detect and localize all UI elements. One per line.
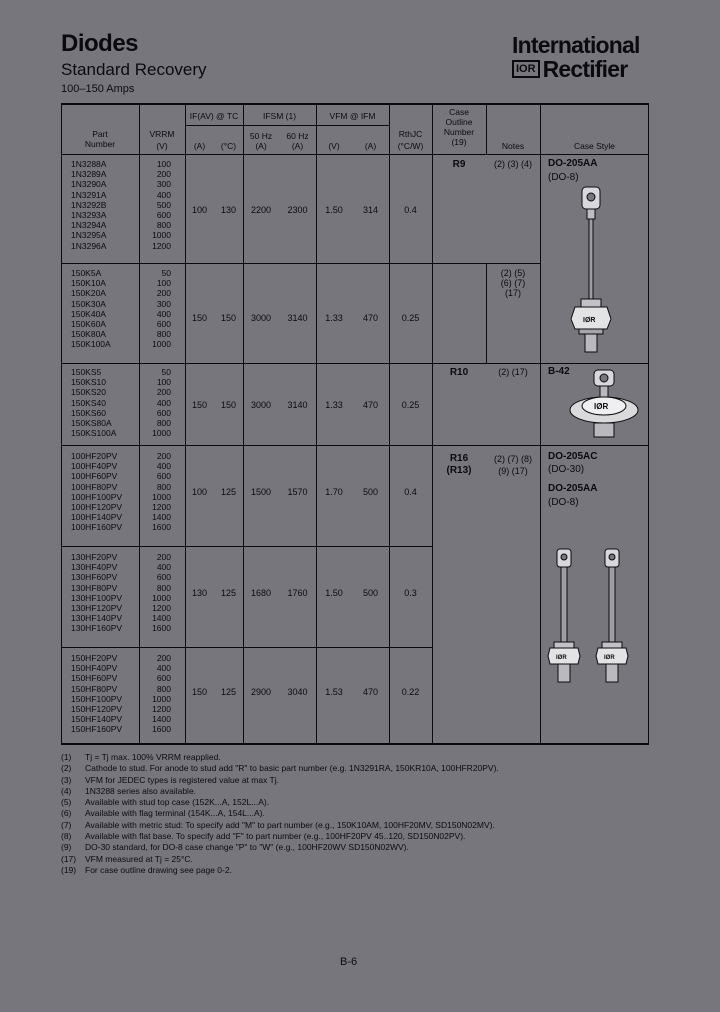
part-number: 100HF100PV — [71, 491, 123, 502]
vrrm-value: 800 — [156, 683, 171, 694]
footnote — [61, 820, 661, 831]
notes: (2) (7) (8) (9) (17) — [494, 454, 532, 476]
col-case-outline: Case Outline Number (19) — [443, 107, 475, 147]
vrrm-value: 1000 — [152, 339, 171, 350]
group-3-parts — [71, 451, 122, 533]
rthjc: 0.3 — [404, 588, 417, 598]
footnote-text: Available with flag terminal (154K...A, 154L...A). — [85, 808, 265, 819]
vrrm-value: 1600 — [152, 623, 171, 634]
vrrm-value: 400 — [156, 397, 171, 408]
tc: 125 — [220, 687, 237, 697]
footnote-text: 1N3288 series also available. — [85, 785, 197, 796]
rthjc: 0.4 — [404, 487, 417, 497]
ifm: 470 — [362, 687, 379, 697]
part-number: 100HF140PV — [71, 512, 123, 523]
footnote — [61, 786, 661, 797]
part-number: 1N3289A — [71, 169, 107, 180]
ifav: 130 — [191, 588, 208, 598]
svg-text:IØR: IØR — [604, 655, 615, 661]
footnote-key: (3) — [61, 774, 72, 785]
group-1-vrrm — [141, 268, 171, 350]
ifsm-60hz: 1570 — [287, 487, 308, 497]
vfm: 1.33 — [325, 400, 343, 410]
ifsm-60hz: 1760 — [287, 588, 308, 598]
svg-text:IØR: IØR — [556, 655, 567, 661]
footnote — [61, 808, 661, 819]
part-number: 150KS20 — [71, 387, 106, 398]
vrrm-value: 1400 — [152, 512, 171, 523]
vrrm-value: 50 — [161, 367, 171, 377]
brand-row — [512, 56, 627, 82]
footnote-key: (4) — [61, 785, 72, 796]
footnote-text: For case outline drawing see page 0-2. — [85, 864, 232, 875]
col-vrrm-unit: (V) — [156, 141, 168, 151]
vrrm-value: 1000 — [152, 230, 171, 241]
vrrm-value: 200 — [156, 653, 171, 663]
diode-table — [61, 103, 649, 745]
ifsm-60hz: 3040 — [287, 687, 308, 697]
ifav: 100 — [191, 487, 208, 497]
col-ifsm: IFSM (1) — [262, 111, 297, 121]
notes: (2) (5) (6) (7) (17) — [500, 268, 526, 298]
case-style: DO-205AC — [548, 451, 598, 462]
case-style-alt-sub: (DO-8) — [548, 497, 579, 508]
part-number: 1N3296A — [71, 240, 107, 251]
notes: (2) (3) (4) — [494, 159, 532, 169]
vrrm-value: 1000 — [152, 428, 171, 439]
group-4-parts — [71, 552, 122, 634]
tc: 125 — [220, 487, 237, 497]
vrrm-value: 800 — [156, 481, 171, 492]
ifsm-50hz: 2200 — [250, 205, 272, 215]
footnotes — [61, 752, 661, 876]
amp-range: 100–150 Amps — [61, 83, 135, 95]
part-number: 130HF120PV — [71, 603, 123, 614]
notes: (2) (17) — [498, 367, 528, 377]
footnote-key: (1) — [61, 752, 72, 762]
footnote-text: Tj = Tj max. 100% VRRM reapplied. — [85, 752, 221, 762]
group-5-parts — [71, 653, 122, 735]
ifav: 150 — [191, 400, 208, 410]
part-number: 1N3293A — [71, 210, 107, 221]
footnote-text: Cathode to stud. For anode to stud add "R" to basic part number (e.g. 1N3291RA, 150KR10A, 100HFR20PV). — [85, 763, 499, 774]
part-number: 100HF20PV — [71, 451, 118, 461]
part-number: 130HF80PV — [71, 582, 118, 593]
part-number: 100HF40PV — [71, 461, 118, 472]
rthjc: 0.25 — [401, 400, 420, 410]
ifsm-60hz: 3140 — [287, 400, 308, 410]
part-number: 150KS5 — [71, 367, 102, 377]
svg-text:IØR: IØR — [583, 317, 596, 324]
part-number: 130HF160PV — [71, 623, 123, 634]
col-ifsm60-unit: (A) — [291, 141, 304, 151]
page-number: B-6 — [340, 956, 358, 968]
ifav: 150 — [191, 313, 208, 323]
part-number: 1N3292B — [71, 199, 107, 210]
vrrm-value: 1000 — [152, 693, 171, 704]
part-number: 150KS80A — [71, 418, 112, 429]
col-vfm-unit: (V) — [328, 141, 340, 151]
ifm: 500 — [362, 487, 379, 497]
col-case-style: Case Style — [573, 141, 616, 151]
part-number: 150KS40 — [71, 397, 106, 408]
vrrm-value: 800 — [156, 220, 171, 231]
case-outline: R16 (R13) — [446, 453, 472, 476]
part-number: 130HF40PV — [71, 562, 118, 573]
part-number: 150HF20PV — [71, 653, 118, 663]
vrrm-value: 300 — [156, 298, 171, 309]
footnote — [61, 854, 661, 865]
vrrm-value: 1200 — [152, 502, 171, 513]
col-notes: Notes — [501, 141, 525, 151]
vrrm-value: 100 — [156, 159, 171, 169]
ifav: 100 — [191, 205, 208, 215]
part-number: 150K30A — [71, 298, 106, 309]
vrrm-value: 100 — [156, 278, 171, 289]
case-style-sub: (DO-30) — [548, 464, 585, 475]
col-tc-unit: (°C) — [220, 141, 237, 151]
part-number: 150K20A — [71, 288, 106, 299]
vrrm-value: 500 — [156, 199, 171, 210]
part-number: 150K60A — [71, 319, 106, 330]
col-vfm: VFM @ IFM — [329, 111, 376, 121]
part-number: 150KS10 — [71, 377, 106, 388]
part-number: 150HF100PV — [71, 693, 123, 704]
ifm: 470 — [362, 313, 379, 323]
col-50hz: 50 Hz — [249, 131, 273, 141]
b-42-diode-drawing — [566, 368, 644, 443]
part-number: 150HF120PV — [71, 704, 123, 715]
footnote-key: (19) — [61, 864, 77, 875]
footnote-key: (5) — [61, 797, 72, 808]
vfm: 1.53 — [325, 687, 343, 697]
col-ifm-unit: (A) — [364, 141, 377, 151]
part-number: 150K40A — [71, 308, 106, 319]
brand-logo: IOR — [512, 60, 540, 78]
vfm: 1.50 — [325, 205, 343, 215]
part-number: 150HF80PV — [71, 683, 118, 694]
col-vrrm: VRRM — [149, 129, 175, 139]
vrrm-value: 1600 — [152, 724, 171, 735]
group-3-vrrm — [141, 451, 171, 533]
part-number: 130HF20PV — [71, 552, 118, 562]
col-part-number: Part Number — [84, 129, 116, 149]
part-number: 1N3294A — [71, 220, 107, 231]
vrrm-value: 600 — [156, 407, 171, 418]
vfm: 1.70 — [325, 487, 343, 497]
group-2-vrrm — [141, 367, 171, 438]
group-0-vrrm — [141, 159, 171, 251]
tc: 125 — [220, 588, 237, 598]
group-2-parts — [71, 367, 116, 438]
ifsm-50hz: 3000 — [250, 313, 272, 323]
vfm: 1.50 — [325, 588, 343, 598]
brand-name-line2: Rectifier — [542, 55, 628, 82]
part-number: 1N3290A — [71, 179, 107, 190]
ifav: 150 — [191, 687, 208, 697]
rthjc: 0.22 — [401, 687, 420, 697]
vrrm-value: 400 — [156, 308, 171, 319]
vrrm-value: 600 — [156, 210, 171, 221]
vrrm-value: 1200 — [152, 240, 171, 251]
vrrm-value: 200 — [156, 288, 171, 299]
part-number: 100HF60PV — [71, 471, 118, 482]
case-style-sub: (DO-8) — [548, 172, 579, 183]
part-number: 130HF140PV — [71, 613, 123, 624]
footnote-key: (17) — [61, 853, 77, 864]
footnote-key: (6) — [61, 808, 72, 819]
part-number: 150K10A — [71, 278, 106, 289]
ifsm-50hz: 1500 — [250, 487, 272, 497]
svg-text:IØR: IØR — [594, 402, 609, 411]
vrrm-value: 600 — [156, 673, 171, 684]
footnote — [61, 763, 661, 774]
footnote-text: VFM for JEDEC types is registered value at max Tj. — [85, 774, 279, 785]
footnote — [61, 865, 661, 876]
do-205aa-diode-drawing — [561, 183, 621, 358]
part-number: 150HF40PV — [71, 663, 118, 674]
vrrm-value: 400 — [156, 189, 171, 200]
group-5-vrrm — [141, 653, 171, 735]
part-number: 1N3291A — [71, 189, 107, 200]
footnote-text: Available with flat base. To specify add "F" to part number (e.g., 100HF20PV 45..120, SD150N02PV). — [85, 831, 466, 842]
footnote — [61, 797, 661, 808]
rthjc: 0.25 — [401, 313, 420, 323]
vrrm-value: 800 — [156, 418, 171, 429]
part-number: 150HF160PV — [71, 724, 123, 735]
footnote-text: Available with stud top case (152K...A, 152L...A). — [85, 797, 270, 808]
part-number: 1N3295A — [71, 230, 107, 241]
footnote — [61, 831, 661, 842]
vrrm-value: 1400 — [152, 613, 171, 624]
vrrm-value: 800 — [156, 329, 171, 340]
vrrm-value: 1000 — [152, 491, 171, 502]
part-number: 150K80A — [71, 329, 106, 340]
ifsm-50hz: 1680 — [250, 588, 272, 598]
part-number: 150KS100A — [71, 428, 117, 439]
footnote-text: Available with metric stud: To specify add "M" to part number (e.g., 150K10AM, 100HF20MV, SD150N02MV). — [85, 819, 495, 830]
vrrm-value: 300 — [156, 179, 171, 190]
vrrm-value: 800 — [156, 582, 171, 593]
footnote — [61, 842, 661, 853]
footnote — [61, 775, 661, 786]
vrrm-value: 1000 — [152, 592, 171, 603]
vrrm-value: 1400 — [152, 714, 171, 725]
vrrm-value: 200 — [156, 451, 171, 461]
vrrm-value: 400 — [156, 663, 171, 674]
col-rthjc: RthJC — [398, 129, 423, 139]
part-number: 100HF80PV — [71, 481, 118, 492]
case-style-alt: DO-205AA — [548, 483, 598, 494]
ifsm-60hz: 3140 — [287, 313, 308, 323]
vrrm-value: 1200 — [152, 704, 171, 715]
case-style: DO-205AA — [548, 158, 598, 169]
group-4-vrrm — [141, 552, 171, 634]
page-title: Diodes — [61, 30, 139, 57]
group-0-parts — [71, 159, 106, 251]
ifm: 500 — [362, 588, 379, 598]
footnote-key: (8) — [61, 831, 72, 842]
footnote-text: DO-30 standard, for DO-8 case change "P" to "W" (e.g., 100HF20WV SD150N02WV). — [85, 842, 409, 853]
vrrm-value: 600 — [156, 471, 171, 482]
col-rthjc-unit: (°C/W) — [397, 141, 424, 151]
tc: 150 — [220, 400, 237, 410]
footnote — [61, 752, 661, 763]
vrrm-value: 100 — [156, 377, 171, 388]
col-ifav: IF(AV) @ TC — [189, 111, 239, 121]
part-number: 150HF60PV — [71, 673, 118, 684]
col-ifav-unit: (A) — [193, 141, 206, 151]
brand-name-line1: International — [512, 32, 640, 58]
footnote-text: VFM measured at Tj = 25°C. — [85, 853, 193, 864]
part-number: 100HF160PV — [71, 522, 123, 533]
ifsm-50hz: 3000 — [250, 400, 272, 410]
part-number: 130HF60PV — [71, 572, 118, 583]
vfm: 1.33 — [325, 313, 343, 323]
part-number: 130HF100PV — [71, 592, 123, 603]
case-outline: R9 — [452, 159, 466, 170]
footnote-key: (9) — [61, 842, 72, 853]
vrrm-value: 600 — [156, 319, 171, 330]
vrrm-value: 200 — [156, 552, 171, 562]
part-number: 1N3288A — [71, 159, 107, 169]
vrrm-value: 600 — [156, 572, 171, 583]
page-subtitle: Standard Recovery — [61, 60, 207, 79]
part-number: 100HF120PV — [71, 502, 123, 513]
tc: 150 — [220, 313, 237, 323]
case-style: B-42 — [548, 366, 570, 377]
ifsm-60hz: 2300 — [287, 205, 308, 215]
ifm: 470 — [362, 400, 379, 410]
do-205ac-diode-drawings — [546, 543, 646, 688]
vrrm-value: 1600 — [152, 522, 171, 533]
footnote-key: (2) — [61, 763, 72, 774]
case-outline: R10 — [449, 367, 469, 378]
vrrm-value: 200 — [156, 387, 171, 398]
ifsm-50hz: 2900 — [250, 687, 272, 697]
part-number: 150K5A — [71, 268, 102, 278]
vrrm-value: 400 — [156, 562, 171, 573]
col-ifsm50-unit: (A) — [255, 141, 267, 151]
tc: 130 — [220, 205, 237, 215]
vrrm-value: 1200 — [152, 603, 171, 614]
group-1-parts — [71, 268, 111, 350]
part-number: 150HF140PV — [71, 714, 123, 725]
rthjc: 0.4 — [404, 205, 417, 215]
part-number: 150KS60 — [71, 407, 106, 418]
col-60hz: 60 Hz — [286, 131, 309, 141]
vrrm-value: 50 — [161, 268, 171, 278]
part-number: 150K100A — [71, 339, 111, 350]
footnote-key: (7) — [61, 819, 72, 830]
vrrm-value: 200 — [156, 169, 171, 180]
ifm: 314 — [362, 205, 379, 215]
vrrm-value: 400 — [156, 461, 171, 472]
